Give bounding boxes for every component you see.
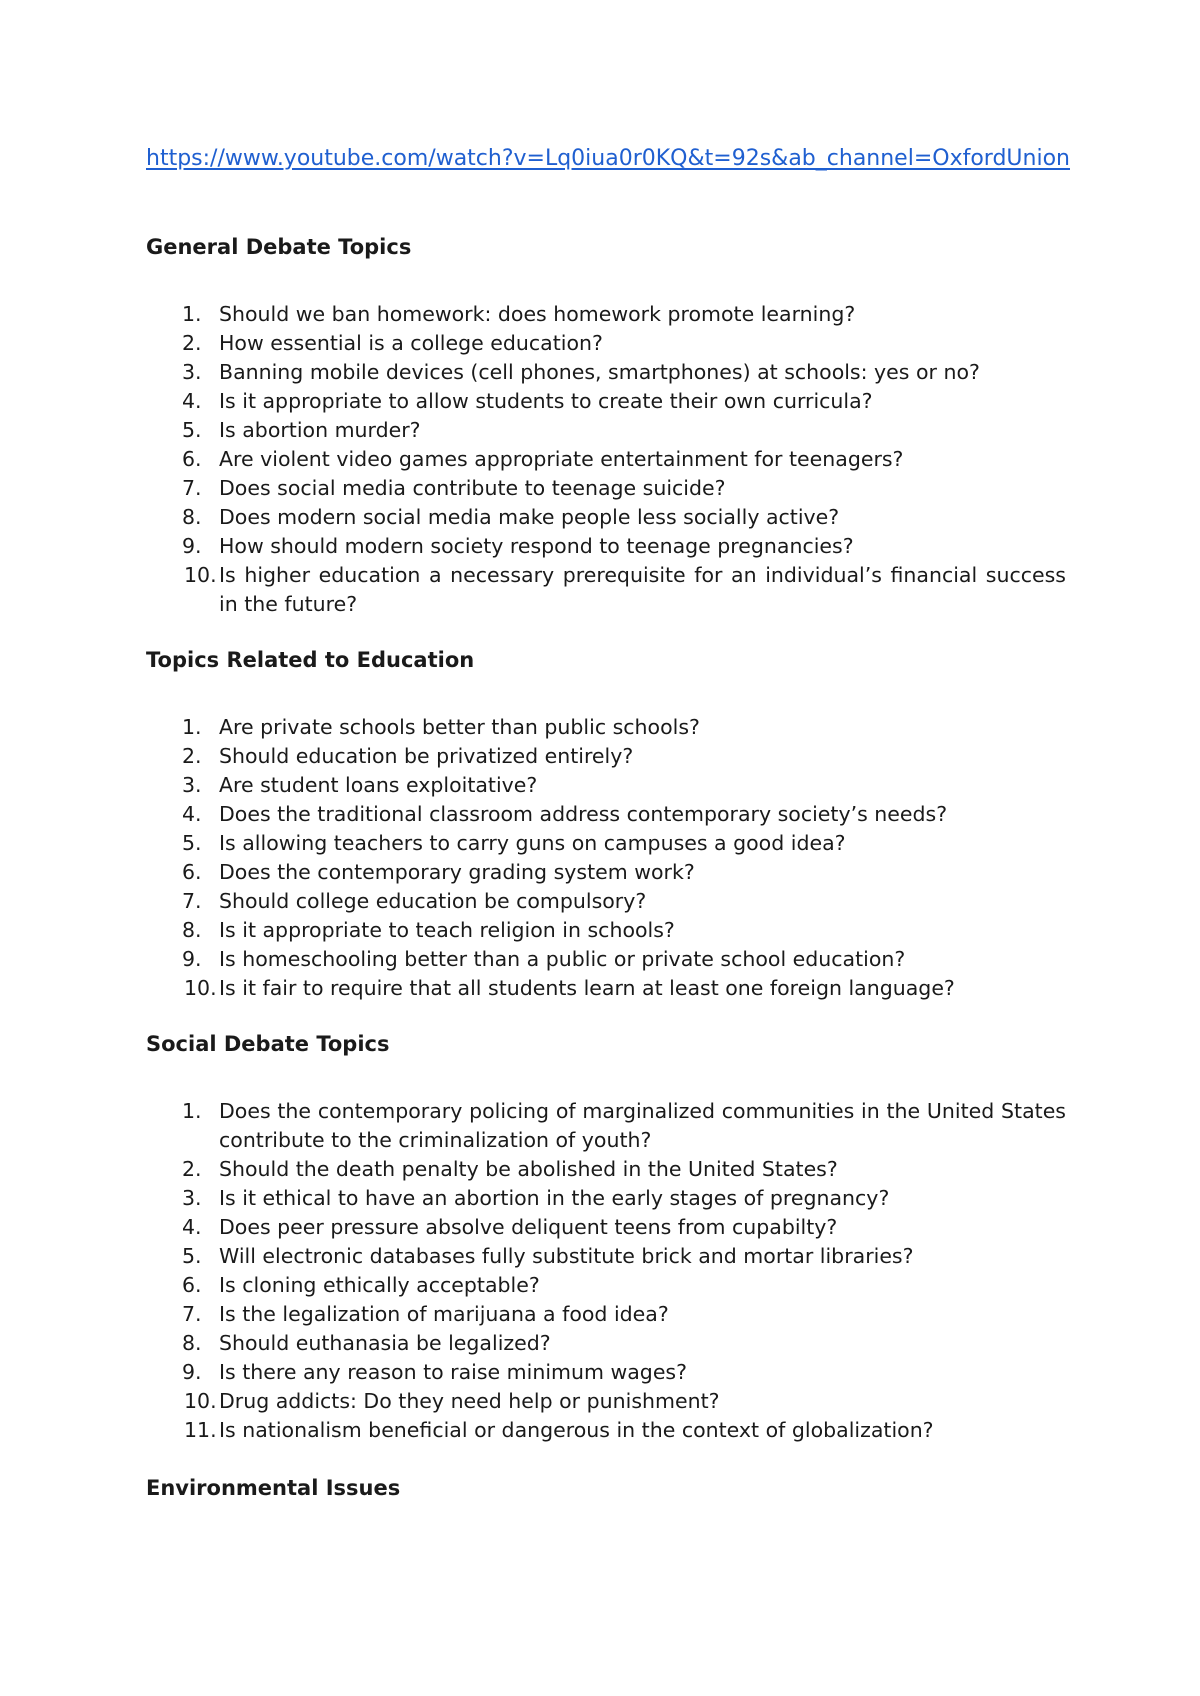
list-item-text: Does the traditional classroom address contemporary society’s needs? [219,802,948,826]
list-item-number: 9. [182,534,202,558]
oxford-union-youtube-link[interactable]: https://www.youtube.com/watch?v=Lq0iua0r0KQ&t=92s&ab_channel=OxfordUnion [146,146,1070,171]
list-item [146,742,1066,771]
list-item [146,387,1066,416]
list-item-text: Should we ban homework: does homework promote learning? [219,302,856,326]
list-item-number: 5. [182,418,202,442]
list-item [146,916,1066,945]
list-item [146,358,1066,387]
social-topics-list [146,1097,1066,1445]
list-item-text: Does modern social media make people less socially active? [219,505,840,529]
list-item [146,713,1066,742]
list-item-text: How essential is a college education? [219,331,603,355]
list-item [146,1155,1066,1184]
list-item-text: Does social media contribute to teenage suicide? [219,476,726,500]
list-item-number: 10. [184,563,217,587]
list-item-text: Will electronic databases fully substitute brick and mortar libraries? [219,1244,914,1268]
section-heading-environmental: Environmental Issues [146,1476,401,1500]
list-item-text: Banning mobile devices (cell phones, smartphones) at schools: yes or no? [219,360,980,384]
list-item [146,1300,1066,1329]
list-item [146,1416,1066,1445]
list-item [146,1242,1066,1271]
list-item [146,1329,1066,1358]
list-item-number: 3. [182,360,202,384]
list-item-number: 10. [184,976,217,1000]
list-item [146,1387,1066,1416]
list-item-number: 1. [182,715,202,739]
list-item-number: 8. [182,505,202,529]
list-item-number: 8. [182,1331,202,1355]
list-item-number: 9. [182,947,202,971]
list-item-text: Are private schools better than public schools? [219,715,700,739]
list-item-number: 6. [182,1273,202,1297]
section-heading-education: Topics Related to Education [146,648,475,672]
list-item-text: Should college education be compulsory? [219,889,647,913]
education-topics-list [146,713,1066,1003]
list-item-text: Is the legalization of marijuana a food idea? [219,1302,669,1326]
list-item [146,829,1066,858]
list-item [146,1097,1066,1155]
list-item-text: Is it appropriate to teach religion in schools? [219,918,675,942]
list-item [146,887,1066,916]
list-item-number: 2. [182,331,202,355]
list-item-number: 3. [182,773,202,797]
list-item [146,503,1066,532]
list-item [146,445,1066,474]
list-item [146,858,1066,887]
general-topics-list [146,300,1066,619]
list-item-text: Are student loans exploitative? [219,773,538,797]
list-item-number: 11. [184,1418,217,1442]
list-item-number: 4. [182,389,202,413]
section-heading-general: General Debate Topics [146,235,412,259]
list-item-number: 10. [184,1389,217,1413]
list-item [146,1213,1066,1242]
list-item [146,974,1066,1003]
list-item [146,532,1066,561]
list-item-number: 2. [182,1157,202,1181]
list-item [146,771,1066,800]
list-item-text: Is it appropriate to allow students to create their own curricula? [219,389,873,413]
list-item [146,1184,1066,1213]
list-item-number: 8. [182,918,202,942]
list-item-number: 2. [182,744,202,768]
list-item-text: Is allowing teachers to carry guns on campuses a good idea? [219,831,846,855]
list-item-text: Is abortion murder? [219,418,421,442]
list-item-text: Should education be privatized entirely? [219,744,634,768]
list-item-text: Is nationalism beneficial or dangerous in the context of globalization? [219,1418,934,1442]
list-item-text: Drug addicts: Do they need help or punishment? [219,1389,720,1413]
list-item-text: Is there any reason to raise minimum wages? [219,1360,687,1384]
list-item-number: 7. [182,1302,202,1326]
list-item-number: 1. [182,1099,202,1123]
list-item-number: 4. [182,1215,202,1239]
list-item-text: Does peer pressure absolve deliquent teens from cupabilty? [219,1215,838,1239]
list-item-text: Is homeschooling better than a public or private school education? [219,947,906,971]
list-item-number: 9. [182,1360,202,1384]
list-item [146,800,1066,829]
list-item-text: Should the death penalty be abolished in the United States? [219,1157,838,1181]
list-item-text: Is it ethical to have an abortion in the early stages of pregnancy? [219,1186,890,1210]
list-item [146,561,1066,619]
list-item [146,1271,1066,1300]
list-item [146,474,1066,503]
list-item-number: 5. [182,1244,202,1268]
list-item-text: Is it fair to require that all students learn at least one foreign language? [219,976,955,1000]
list-item-number: 7. [182,889,202,913]
list-item-number: 1. [182,302,202,326]
list-item-text: Is cloning ethically acceptable? [219,1273,540,1297]
list-item-text: How should modern society respond to teenage pregnancies? [219,534,854,558]
list-item-text: Are violent video games appropriate entertainment for teenagers? [219,447,904,471]
list-item [146,300,1066,329]
section-heading-social: Social Debate Topics [146,1032,390,1056]
list-item-number: 6. [182,860,202,884]
list-item-number: 6. [182,447,202,471]
list-item-text: Does the contemporary grading system work? [219,860,695,884]
list-item [146,1358,1066,1387]
list-item-text: Does the contemporary policing of marginalized communities in the United States contribute to the criminalization of youth? [219,1099,1066,1152]
list-item [146,416,1066,445]
list-item-text: Is higher education a necessary prerequisite for an individual’s financial success in the future? [219,563,1066,616]
list-item-text: Should euthanasia be legalized? [219,1331,551,1355]
list-item [146,329,1066,358]
list-item-number: 7. [182,476,202,500]
list-item-number: 3. [182,1186,202,1210]
list-item [146,945,1066,974]
list-item-number: 5. [182,831,202,855]
list-item-number: 4. [182,802,202,826]
